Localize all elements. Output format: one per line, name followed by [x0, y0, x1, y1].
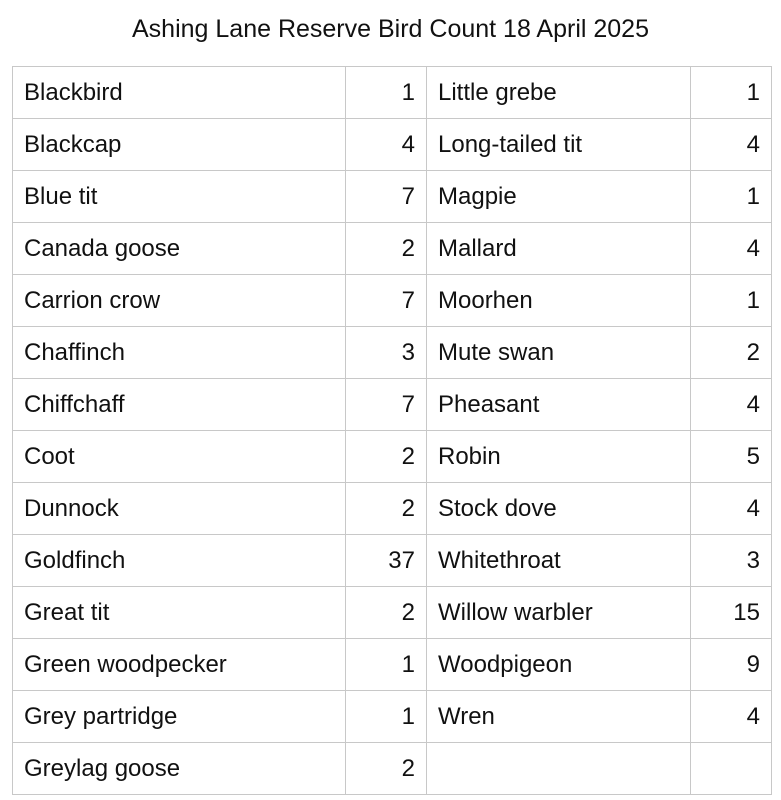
- species-count: 1: [691, 67, 772, 119]
- species-count: 7: [346, 275, 427, 327]
- species-name: Grey partridge: [13, 691, 346, 743]
- table-row: [13, 691, 772, 743]
- species-count: 1: [691, 275, 772, 327]
- species-name: Blue tit: [13, 171, 346, 223]
- species-name: Magpie: [427, 171, 691, 223]
- species-name: Dunnock: [13, 483, 346, 535]
- species-name: Green woodpecker: [13, 639, 346, 691]
- species-count: 4: [346, 119, 427, 171]
- species-name: Wren: [427, 691, 691, 743]
- table-row: [13, 639, 772, 691]
- species-count: 2: [346, 223, 427, 275]
- table-row: [13, 119, 772, 171]
- species-name: Goldfinch: [13, 535, 346, 587]
- table-row: [13, 535, 772, 587]
- table-row: [13, 587, 772, 639]
- table-row: [13, 223, 772, 275]
- species-count: 2: [346, 587, 427, 639]
- species-count: 3: [691, 535, 772, 587]
- species-name: Greylag goose: [13, 743, 346, 795]
- species-count: 1: [346, 691, 427, 743]
- species-count: 1: [346, 67, 427, 119]
- species-count: 4: [691, 119, 772, 171]
- table-row: [13, 275, 772, 327]
- species-name: Mallard: [427, 223, 691, 275]
- species-name: Moorhen: [427, 275, 691, 327]
- table-row: [13, 327, 772, 379]
- species-name: Mute swan: [427, 327, 691, 379]
- species-name: Coot: [13, 431, 346, 483]
- table-row: [13, 431, 772, 483]
- species-count: 7: [346, 171, 427, 223]
- species-name: Pheasant: [427, 379, 691, 431]
- species-name: Chiffchaff: [13, 379, 346, 431]
- species-count: 2: [346, 431, 427, 483]
- empty-cell: [691, 743, 772, 795]
- species-count: 7: [346, 379, 427, 431]
- species-name: Robin: [427, 431, 691, 483]
- species-name: Stock dove: [427, 483, 691, 535]
- species-count: 4: [691, 483, 772, 535]
- species-name: Canada goose: [13, 223, 346, 275]
- species-name: Long-tailed tit: [427, 119, 691, 171]
- species-count: 4: [691, 691, 772, 743]
- bird-count-table: [12, 66, 772, 795]
- species-name: Carrion crow: [13, 275, 346, 327]
- species-count: 2: [691, 327, 772, 379]
- species-count: 37: [346, 535, 427, 587]
- table-row: [13, 171, 772, 223]
- table-row: [13, 743, 772, 795]
- page-title: Ashing Lane Reserve Bird Count 18 April 2025: [132, 15, 649, 43]
- species-name: Blackbird: [13, 67, 346, 119]
- species-count: 2: [346, 483, 427, 535]
- species-name: Great tit: [13, 587, 346, 639]
- species-name: Chaffinch: [13, 327, 346, 379]
- species-count: 4: [691, 223, 772, 275]
- species-count: 2: [346, 743, 427, 795]
- species-name: Whitethroat: [427, 535, 691, 587]
- species-count: 5: [691, 431, 772, 483]
- species-count: 4: [691, 379, 772, 431]
- table-row: [13, 483, 772, 535]
- table-row: [13, 67, 772, 119]
- species-name: Blackcap: [13, 119, 346, 171]
- species-name: Willow warbler: [427, 587, 691, 639]
- species-count: 3: [346, 327, 427, 379]
- species-name: Little grebe: [427, 67, 691, 119]
- empty-cell: [427, 743, 691, 795]
- table-row: [13, 379, 772, 431]
- species-count: 1: [346, 639, 427, 691]
- species-name: Woodpigeon: [427, 639, 691, 691]
- species-count: 1: [691, 171, 772, 223]
- species-count: 9: [691, 639, 772, 691]
- species-count: 15: [691, 587, 772, 639]
